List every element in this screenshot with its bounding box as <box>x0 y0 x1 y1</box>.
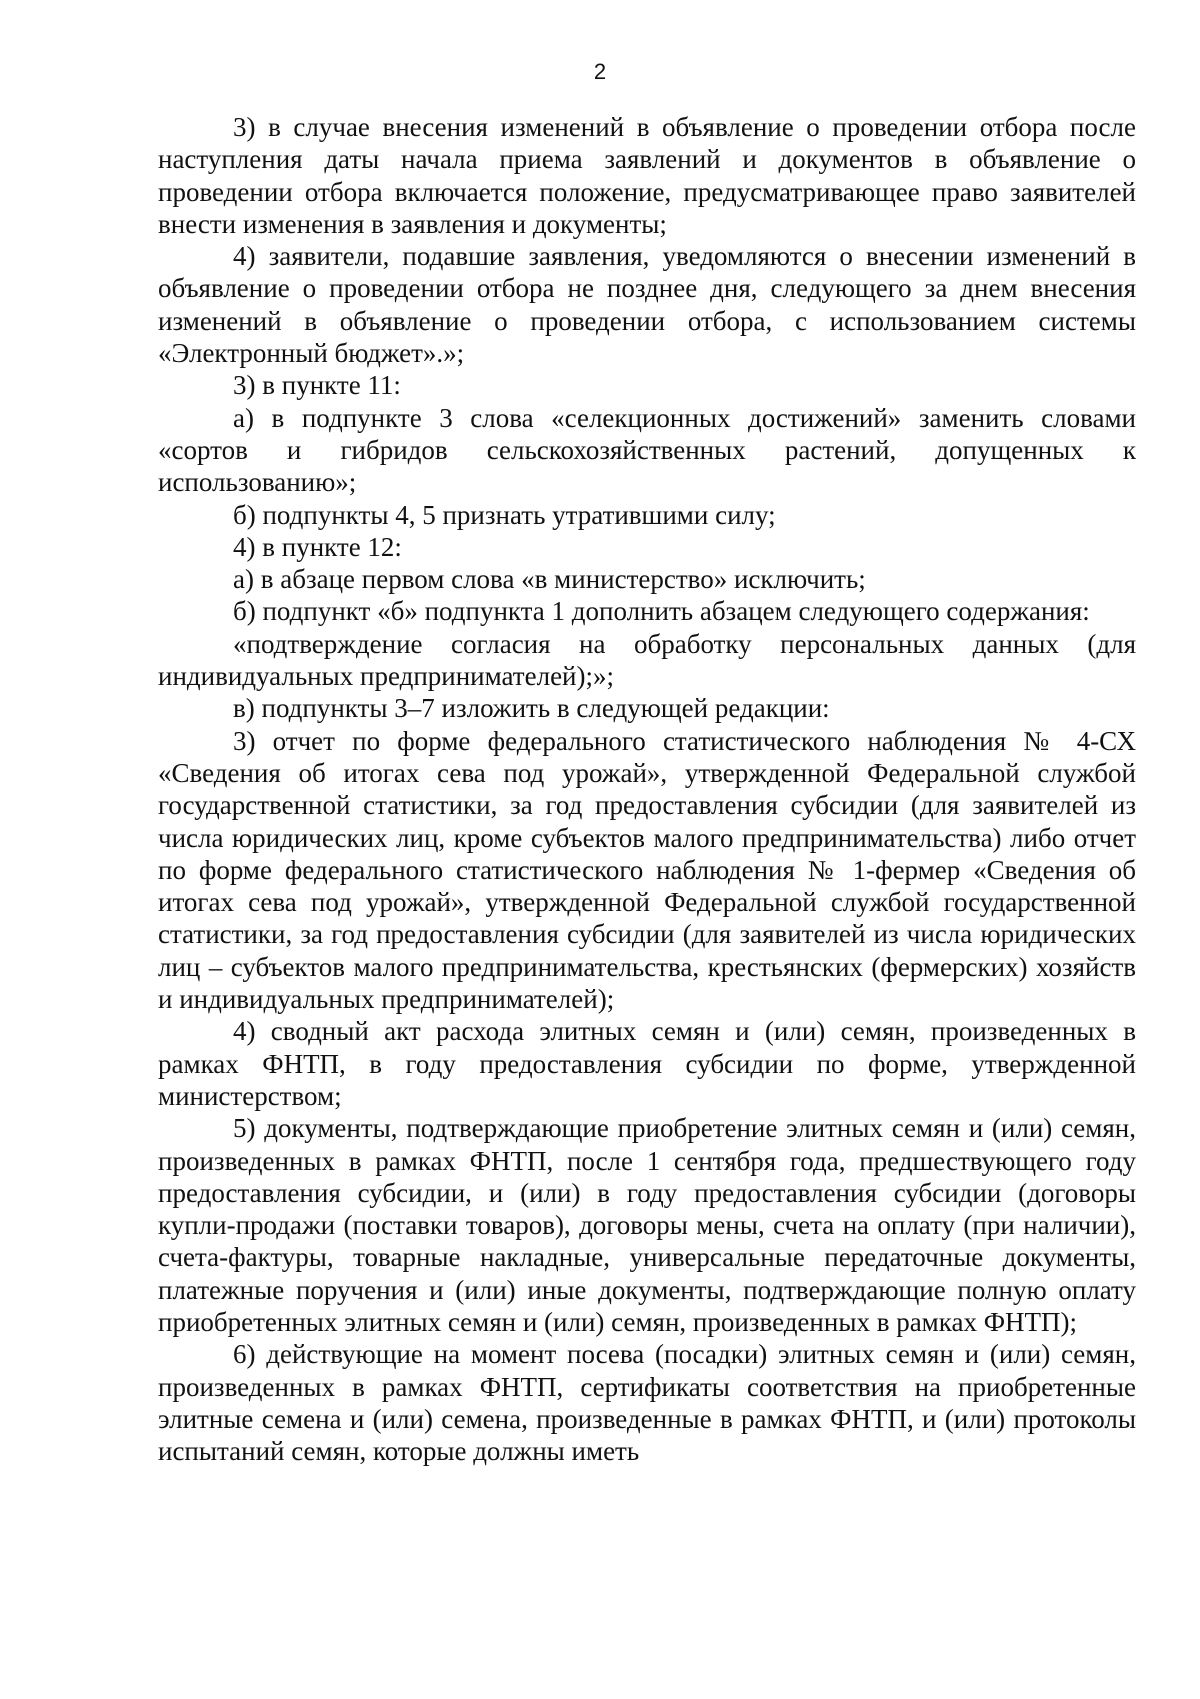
paragraph-11-b: б) подпункты 4, 5 признать утратившими силу; <box>233 499 776 530</box>
paragraph-new-4-akt: 4) сводный акт расхода элитных семян и (или) семян, произведенных в рамках ФНТП, в году предоставления субсидии по форме, утвержденной министерством; <box>158 1016 1136 1111</box>
paragraph-12-b: б) подпункт «б» подпункта 1 дополнить абзацем следующего содержания: <box>233 596 1090 627</box>
paragraph-11-a: а) в подпункте 3 слова «селекционных достижений» заменить словами «сортов и гибридов сельскохозяйственных растений, допущенных к использованию»; <box>158 402 1136 498</box>
paragraph-punkt-12: 4) в пункте 12: <box>233 531 402 562</box>
paragraph-punkt-11: 3) в пункте 11: <box>233 370 401 401</box>
paragraph-new-3-otchet: 3) отчет по форме федерального статистического наблюдения № 4-СХ «Сведения об итогах сева под урожай», утвержденной Федеральной службой государственной статистики, за год предоставления субсидии (для заявителей из числа юридических лиц, кроме субъектов малого предпринимательства) либо отчет по форме федерального статистического наблюдения № 1-фермер «Сведения об итогах сева под урожай», утвержденной Федеральной службой государственной статистики, за год предоставления субсидии (для заявителей из числа юридических лиц – субъектов малого предпринимательства, крестьянских (фермерских) хозяйств и индивидуальных предпринимателей); <box>158 725 1136 1015</box>
paragraph-new-6-sertifikaty: 6) действующие на момент посева (посадки) элитных семян и (или) семян, произведенных в рамках ФНТП, сертификаты соответствия на приобретенные элитные семена и (или) семена, произведенные в рамках ФНТП, и (или) протоколы испытаний семян, которые должны иметь <box>158 1339 1136 1467</box>
paragraph-12-a: а) в абзаце первом слова «в министерство» исключить; <box>233 564 866 595</box>
paragraph-4-zayaviteli: 4) заявители, подавшие заявления, уведомляются о внесении изменений в объявление о проведении отбора не позднее дня, следующего за днем внесения изменений в объявление о проведении отбора, с использованием системы «Электронный бюджет».»; <box>158 241 1136 369</box>
page-number: 2 <box>593 59 607 84</box>
paragraph-12-v: в) подпункты 3–7 изложить в следующей редакции: <box>233 693 830 724</box>
paragraph-3-objavlenie: 3) в случае внесения изменений в объявление о проведении отбора после наступления даты начала приема заявлений и документов в объявление о проведении отбора включается положение, предусматривающее право заявителей внести изменения в заявления и документы; <box>158 112 1136 239</box>
paragraph-new-5-dokumenty: 5) документы, подтверждающие приобретение элитных семян и (или) семян, произведенных в рамках ФНТП, после 1 сентября года, предшествующего году предоставления субсидии, и (или) в году предоставления субсидии (договоры купли-продажи (поставки товаров), договоры мены, счета на оплату (при наличии), счета-фактуры, товарные накладные, универсальные передаточные документы, платежные поручения и (или) иные документы, подтверждающие полную оплату приобретенных элитных семян и (или) семян, произведенных в рамках ФНТП); <box>158 1113 1136 1337</box>
document-body <box>158 111 1136 1467</box>
paragraph-12-b-quote: «подтверждение согласия на обработку персональных данных (для индивидуальных предпринимателей);»; <box>158 628 1136 692</box>
